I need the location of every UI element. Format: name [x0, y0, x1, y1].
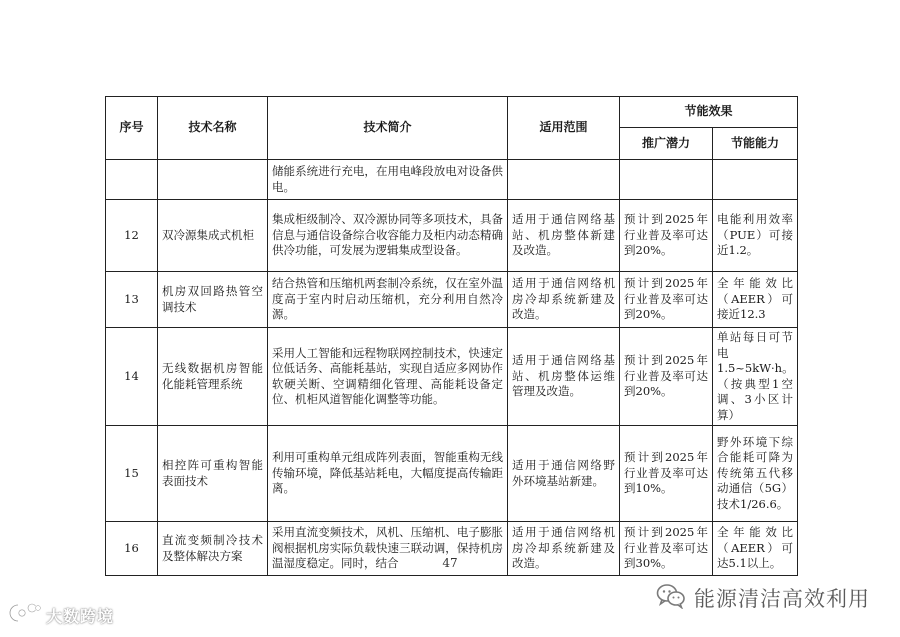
wechat-icon — [656, 583, 686, 613]
cell-potential — [620, 160, 713, 200]
cell-scope: 适用于通信网络野外环境基站新建。 — [508, 426, 620, 522]
cell-description: 集成柜级制冷、双冷源协同等多项技术，具备信息与通信设备综合收容能力及柜内动态精确供冷功能，可发展为逻辑集成型设备。 — [268, 200, 508, 272]
brand-logo-icon — [8, 602, 42, 628]
cell-index: 12 — [106, 200, 158, 272]
technology-table — [105, 96, 798, 576]
table-row-continuation — [106, 160, 798, 200]
cell-name: 直流变频制冷技术及整体解决方案 — [158, 522, 268, 576]
cell-name: 双冷源集成式机柜 — [158, 200, 268, 272]
header-name: 技术名称 — [158, 97, 268, 160]
cell-potential: 预计到2025年行业普及率可达到20%。 — [620, 200, 713, 272]
cell-capability: 全年能效比（AEER）可接近12.3 — [713, 272, 798, 328]
cell-name — [158, 160, 268, 200]
cell-description: 结合热管和压缩机两套制冷系统，仅在室外温度高于室内时启动压缩机，充分利用自然冷源。 — [268, 272, 508, 328]
header-index: 序号 — [106, 97, 158, 160]
cell-name: 无线数据机房智能化能耗管理系统 — [158, 328, 268, 426]
table-row — [106, 200, 798, 272]
cell-description: 利用可重构单元组成阵列表面，智能重构无线传输环境，降低基站耗电，大幅度提高传输距离。 — [268, 426, 508, 522]
table-row — [106, 328, 798, 426]
cell-index — [106, 160, 158, 200]
header-potential: 推广潜力 — [620, 128, 713, 160]
header-scope: 适用范围 — [508, 97, 620, 160]
cell-scope: 适用于通信网络机房冷却系统新建及改造。 — [508, 272, 620, 328]
cell-name: 相控阵可重构智能表面技术 — [158, 426, 268, 522]
cell-index: 13 — [106, 272, 158, 328]
cell-index: 16 — [106, 522, 158, 576]
cell-scope: 适用于通信网络基站、机房整体运维管理及改造。 — [508, 328, 620, 426]
cell-name: 机房双回路热管空调技术 — [158, 272, 268, 328]
brand-name: 大数跨境 — [46, 606, 115, 626]
cell-potential: 预计到2025年行业普及率可达到20%。 — [620, 272, 713, 328]
cell-description: 储能系统进行充电，在用电峰段放电对设备供电。 — [268, 160, 508, 200]
cell-description: 采用直流变频技术，风机、压缩机、电子膨胀阀根据机房实际负载快速三联动调，保持机房温湿度稳定。同时，结合 — [268, 522, 508, 576]
brand-watermark — [8, 602, 114, 628]
page-number: 47 — [442, 556, 458, 570]
cell-capability — [713, 160, 798, 200]
cell-potential: 预计到2025年行业普及率可达到20%。 — [620, 328, 713, 426]
cell-capability: 单站每日可节电1.5~5kW·h。（按典型1空调、3小区计算） — [713, 328, 798, 426]
cell-index: 14 — [106, 328, 158, 426]
header-effect-group: 节能效果 — [620, 97, 798, 128]
cell-capability: 野外环境下综合能耗可降为传统第五代移动通信（5G）技术1/26.6。 — [713, 426, 798, 522]
cell-scope — [508, 160, 620, 200]
cell-capability: 电能利用效率（PUE）可接近1.2。 — [713, 200, 798, 272]
header-capability: 节能能力 — [713, 128, 798, 160]
cell-index: 15 — [106, 426, 158, 522]
table-row — [106, 426, 798, 522]
cell-potential: 预计到2025年行业普及率可达到10%。 — [620, 426, 713, 522]
cell-scope: 适用于通信网络机房冷却系统新建及改造。 — [508, 522, 620, 576]
account-watermark — [656, 583, 870, 613]
header-description: 技术简介 — [268, 97, 508, 160]
table-row — [106, 272, 798, 328]
cell-capability: 全年能效比（AEER）可达5.1以上。 — [713, 522, 798, 576]
account-name: 能源清洁高效利用 — [694, 587, 870, 611]
table-header-row — [106, 97, 798, 128]
cell-potential: 预计到2025年行业普及率可达到30%。 — [620, 522, 713, 576]
cell-description: 采用人工智能和远程物联网控制技术，快速定位低话务、高能耗基站，实现自适应多网协作软硬关断、空调精细化管理、高能耗设备定位、机柜风道智能化调整等功能。 — [268, 328, 508, 426]
cell-scope: 适用于通信网络基站、机房整体新建及改造。 — [508, 200, 620, 272]
